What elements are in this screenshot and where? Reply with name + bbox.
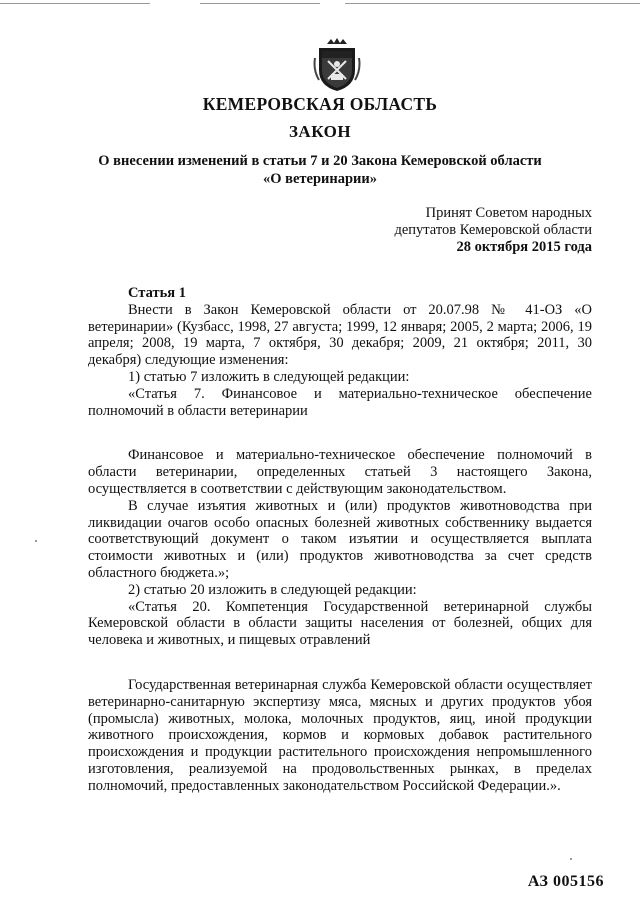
top-border-line bbox=[0, 3, 150, 4]
adoption-line: депутатов Кемеровской области bbox=[394, 222, 592, 238]
adoption-date: 28 октября 2015 года bbox=[456, 239, 592, 255]
region-title: КЕМЕРОВСКАЯ ОБЛАСТЬ bbox=[202, 94, 438, 114]
amendment-item-2: 2) статью 20 изложить в следующей редакции: bbox=[128, 581, 417, 598]
top-border-line bbox=[345, 3, 640, 4]
adoption-block bbox=[292, 205, 592, 256]
law-subject-line: «О ветеринарии» bbox=[262, 171, 378, 187]
article-heading: Статья 1 bbox=[128, 285, 186, 301]
article-intro-paragraph: Внести в Закон Кемеровской области от 20.07.98 № 41-ОЗ «О ветеринарии» (Кузбасс, 1998, 27 августа; 1999, 12 января; 2005, 2 марта; 2006, 19 апреля; 2008, 19 марта, 7 октября, 30 декабря; 2009, 21 октября; 2011, 30 декабря) следующие изменения: bbox=[88, 301, 592, 369]
scan-speck bbox=[570, 858, 572, 860]
article-7-paragraph: В случае изъятия животных и (или) продуктов животноводства при ликвидации очагов особо опасных болезней животных собственнику выдается соответствующий документ о таком изъятии и осуществляется выплата стоимости животных и (или) продуктов животноводства за счет средств областного бюджета.»; bbox=[88, 497, 592, 581]
article-7-paragraph: Финансовое и материально-техническое обеспечение полномочий в области ветеринарии, определенных статьей 3 настоящего Закона, осуществляется в соответствии с действующим законодательством. bbox=[88, 447, 592, 497]
law-title: ЗАКОН bbox=[288, 122, 352, 141]
adoption-line: Принят Советом народных bbox=[425, 205, 592, 221]
scan-speck bbox=[35, 540, 37, 542]
article-7-title: «Статья 7. Финансовое и материально-техническое обеспечение полномочий в области ветеринарии bbox=[88, 385, 592, 419]
form-serial-number: АЗ 005156 bbox=[527, 873, 604, 890]
coat-of-arms-emblem bbox=[313, 38, 361, 92]
article-1 bbox=[88, 285, 592, 795]
amendment-item-1: 1) статью 7 изложить в следующей редакции: bbox=[128, 368, 410, 385]
law-subject-line: О внесении изменений в статьи 7 и 20 Закона Кемеровской области bbox=[98, 153, 542, 169]
article-20-paragraph: Государственная ветеринарная служба Кемеровской области осуществляет ветеринарно-санитарную экспертизу мяса, мясных и других продуктов убоя (промысла) животных, молока, молочных продуктов, яиц, иной продукции животного происхождения, кормов и кормовых добавок растительного происхождения и продукции растительного происхождения непромышленного изготовления, реализуемой на продовольственных рынках, в пределах полномочий, предоставленных законодательством Российской Федерации.». bbox=[88, 676, 592, 794]
top-border-line bbox=[200, 3, 320, 4]
law-subject bbox=[60, 152, 580, 188]
article-20-title: «Статья 20. Компетенция Государственной ветеринарной службы Кемеровской области в области защиты населения от болезней, общих для человека и животных, и пищевых отравлений bbox=[88, 598, 592, 649]
